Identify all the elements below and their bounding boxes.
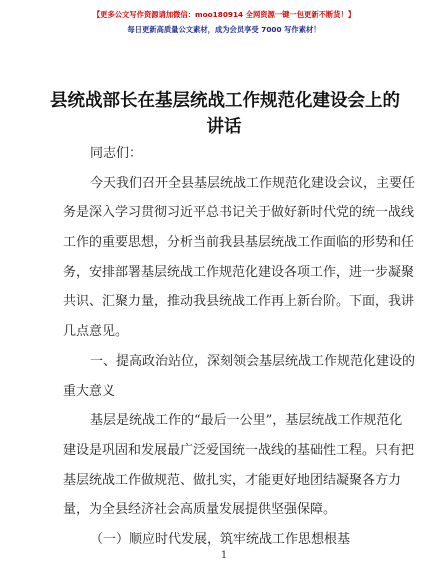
paragraph-line: 务，安排部署基层统战工作规范化建设各项工作，进一步凝聚 xyxy=(63,264,415,280)
page-number: 1 xyxy=(220,550,228,561)
paragraph-line: 量，为全县经济社会高质量发展提供坚强保障。 xyxy=(63,502,337,518)
paragraph-line: 几点意见。 xyxy=(63,324,129,340)
paragraph-line: 基层统战工作做规范、做扎实，才能更好地团结凝聚各方力 xyxy=(63,472,402,488)
title-line-1: 县统战部长在基层统战工作规范化建设会上的 xyxy=(50,91,400,111)
promo-banner-line-2: 每日更新高质量公文素材，成为会员享受 7000 写作素材！ xyxy=(127,25,321,34)
subsection-heading: （一）顺应时代发展，筑牢统战工作思想根基 xyxy=(90,532,351,547)
paragraph-line: 工作的重要思想，分析当前我县基层统战工作面临的形势和任 xyxy=(63,235,415,251)
salutation: 同志们： xyxy=(90,146,143,161)
paragraph-line: 今天我们召开全县基层统战工作规范化建设会议，主要任 xyxy=(90,175,416,191)
paragraph-line: 共识、汇聚力量，推动我县统战工作再上新台阶。下面，我讲 xyxy=(63,294,415,310)
paragraph-line: 基层是统战工作的“最后一公里”，基层统战工作规范化 xyxy=(90,413,403,429)
document-title xyxy=(50,88,398,140)
paragraph-line: 务是深入学习贯彻习近平总书记关于做好新时代党的统一战线 xyxy=(63,205,415,221)
paragraph-line: 建设是巩固和发展最广泛爱国统一战线的基础性工程。只有把 xyxy=(63,442,415,458)
title-line-2: 讲话 xyxy=(206,117,242,137)
promo-banner-line-1: 【更多公文写作资源请加微信：moo180914 全网资源一键一包更新不断货！】 xyxy=(92,10,356,19)
section-heading: 一、提高政治站位，深刻领会基层统战工作规范化建设的 xyxy=(90,353,416,369)
section-heading: 重大意义 xyxy=(63,383,116,399)
